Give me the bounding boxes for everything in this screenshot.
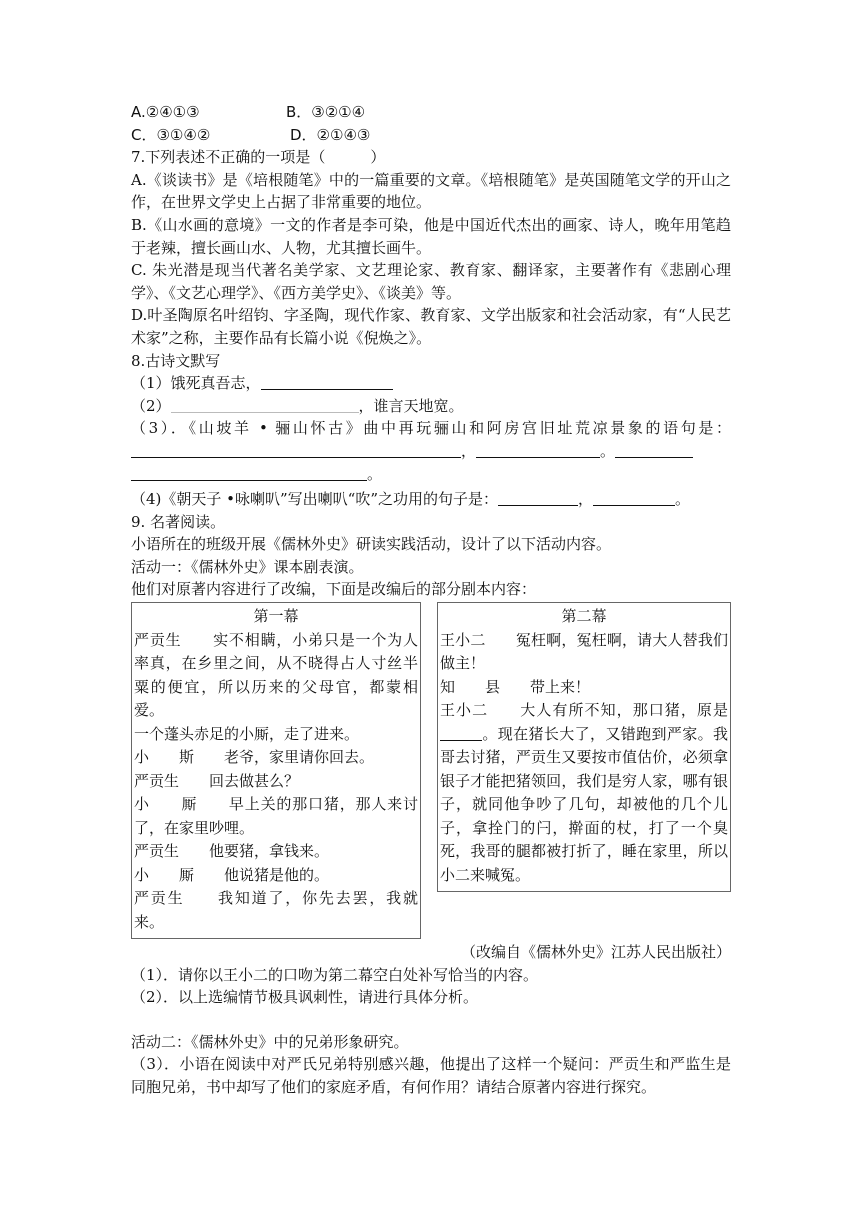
q6-option-a: A.②④①③: [131, 103, 200, 121]
exam-page: [131, 101, 731, 1099]
scene-1-line: 严贡生 实不相瞒，小弟只是一个为人率真，在乡里之间，从不晓得占人寸丝半粟的便宜，所以历来的父母官，都蒙相爱。: [134, 630, 418, 720]
q8-line-2-pre: （2）: [131, 396, 171, 415]
answer-blank[interactable]: [498, 490, 578, 506]
answer-blank[interactable]: [131, 442, 461, 458]
answer-blank[interactable]: [171, 397, 359, 413]
scene-2-line-pre: 王小二 大人有所不知，那口猪，原是: [440, 701, 728, 720]
q6-option-b: B．③②①④: [286, 103, 366, 121]
q9-sub-3: （3）．小语在阅读中对严氏兄弟特别感兴趣，他提出了这样一个疑问：严贡生和严监生是同胞兄弟，书中却写了他们的家庭矛盾，有何作用？请结合原著内容进行探究。: [131, 1055, 731, 1097]
scene-1-title: 第一幕: [253, 607, 299, 626]
answer-blank[interactable]: [593, 490, 675, 506]
script-tables: [131, 602, 731, 939]
q8-line-3-end: 。: [367, 464, 383, 483]
q7-option-d: D.叶圣陶原名叶绍钧、字圣陶，现代作家、教育家、文学出版家和社会活动家，有“人民艺术家”之称，主要作品有长篇小说《倪焕之》。: [131, 306, 731, 347]
q8-line-4-text: （4)《朝天子 •咏喇叭”写出喇叭“吹”之功用的句子是：: [131, 490, 499, 509]
q8-line-4-end: 。: [675, 490, 691, 509]
q8-line-1: [131, 372, 731, 395]
q9-sub-2: （2）．以上选编情节极具讽刺性，请进行具体分析。: [131, 988, 479, 1007]
scene-1-line: 小 厮 他说猪是他的。: [134, 865, 330, 884]
answer-blank[interactable]: [440, 725, 482, 741]
q9-sub-1: （1）．请你以王小二的口吻为第二幕空白处补写恰当的内容。: [131, 965, 539, 984]
scene-1-line: 小 斯 老爷，家里请你回去。: [134, 748, 375, 767]
scene-1-box: [131, 602, 421, 939]
scene-2-line: 王小二 冤枉啊，冤枉啊，请大人替我们做主！: [440, 630, 728, 673]
scene-1-line: 严贡生 他要猪，拿钱来。: [134, 842, 330, 861]
scene-2-line: [440, 699, 728, 887]
q6-options-row-2: [131, 124, 731, 147]
q9-activity-1: 活动一：《儒林外史》课本剧表演。: [131, 557, 364, 576]
q8-line-3-continued: [131, 463, 731, 486]
q7-stem: 7.下列表述不正确的一项是（ ）: [131, 148, 386, 167]
q9-activity-2: 活动二：《儒林外史》中的兄弟形象研究。: [131, 1032, 409, 1051]
scene-2-line: 知 县 带上来！: [440, 677, 591, 696]
scene-1-line: 一个蓬头赤足的小厮，走了进来。: [134, 724, 360, 743]
q6-option-d: D．②①④③: [290, 125, 371, 144]
answer-blank[interactable]: [476, 442, 600, 458]
script-source: （改编自《儒林外史》江苏人民出版社）: [460, 943, 731, 962]
q8-line-3-text: （3）．《山坡羊 • 骊山怀古》曲中再玩骊山和阿房宫旧址荒凉景象的语句是：: [131, 419, 731, 438]
scene-1-line: 严贡生 回去做甚么？: [134, 771, 300, 790]
scene-2-box: [437, 602, 731, 892]
q8-line-2-post: ，谁言天地宽。: [358, 396, 464, 415]
q8-line-3-sep1: ，: [461, 441, 477, 460]
q9-activity-1-desc: 他们对原著内容进行了改编，下面是改编后的部分剧本内容：: [131, 580, 537, 599]
scene-1-line: 小 厮 早上关的那口猪，那人来讨了，在家里吵哩。: [134, 795, 418, 837]
q8-title: 8.古诗文默写: [131, 351, 221, 370]
scene-2-title: 第二幕: [561, 607, 607, 626]
q7-option-a: A.《谈读书》是《培根随笔》中的一篇重要的文章。《培根随笔》是英国随笔文学的开山之作，在世界文学史上占据了非常重要的地位。: [131, 170, 731, 212]
q8-line-1-text: （1）饿死真吾志，: [131, 374, 261, 393]
scene-1-line: 严贡生 我知道了，你先去罢，我就来。: [134, 889, 418, 931]
q8-line-2: [131, 395, 731, 418]
q6-options-row-1: [131, 101, 731, 124]
q6-option-c: C．③①④②: [131, 125, 211, 144]
q9-intro: 小语所在的班级开展《儒林外史》研读实践活动，设计了以下活动内容。: [131, 535, 612, 554]
answer-blank[interactable]: [131, 465, 367, 481]
answer-space: [131, 1009, 731, 1031]
q9-title: 9. 名著阅读。: [131, 512, 226, 531]
answer-blank[interactable]: [615, 442, 693, 458]
q7-option-b: B.《山水画的意境》一文的作者是李可染，他是中国近代杰出的画家、诗人，晚年用笔趋于老辣，擅长画山水、人物，尤其擅长画牛。: [131, 215, 731, 257]
answer-blank[interactable]: [261, 374, 393, 390]
q8-line-4: [131, 488, 731, 511]
q8-line-3: [131, 417, 731, 462]
q8-line-3-sep2: 。: [600, 441, 616, 460]
q7-option-c: C. 朱光潜是现当代著名美学家、文艺理论家、教育家、翻译家，主要著作有《悲剧心理学》、《文艺心理学》、《西方美学史》、《谈美》等。: [131, 261, 731, 302]
scene-2-line-post: 。现在猪长大了，又错跑到严家。我哥去讨猪，严贡生又要按市值估价，必须拿银子才能把猪领回，我们是穷人家，哪有银子，就同他争吵了几句，却被他的几个儿子，拿拴门的闩，擀面的杖，打了一个臭死，我哥的腿都被打折了，睡在家里，所以小二来喊冤。: [440, 724, 728, 884]
q8-line-4-sep: ，: [578, 490, 594, 509]
